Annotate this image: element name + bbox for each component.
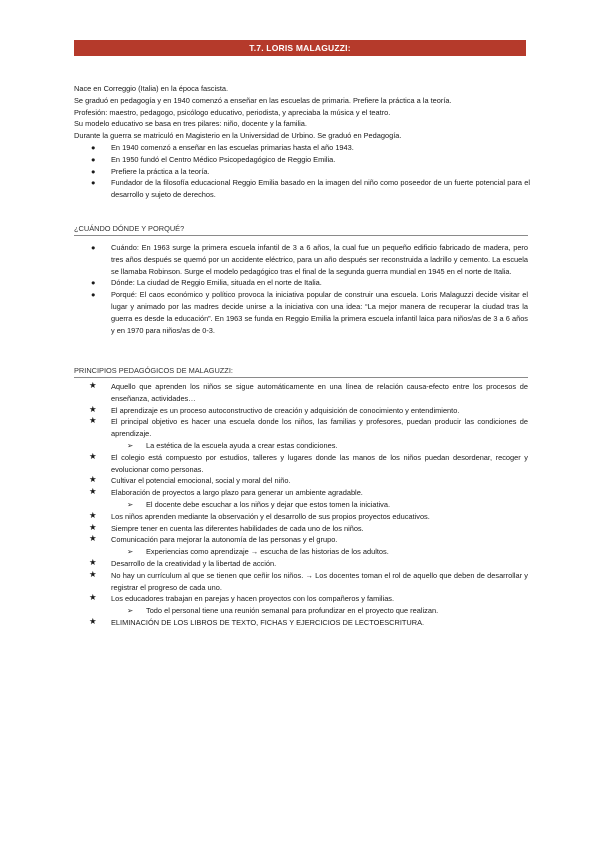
list-item (74, 511, 528, 523)
list-item-text: Desarrollo de la creatividad y la libertad de acción. (111, 558, 277, 568)
section-heading-principios: PRINCIPIOS PEDAGÓGICOS DE MALAGUZZI: (74, 366, 528, 378)
arrow-bullet-icon: ➢ (127, 499, 134, 509)
list-item (74, 242, 528, 277)
list-item-text: En 1940 comenzó a enseñar en las escuelas primarias hasta el año 1943. (111, 142, 354, 152)
list-item (74, 177, 530, 201)
page-title: T.7. LORIS MALAGUZZI: (74, 40, 526, 56)
star-bullet-icon: ★ (89, 486, 97, 497)
bullet-dot-icon: ● (91, 166, 96, 176)
bullet-dot-icon: ● (91, 290, 96, 300)
star-bullet-icon: ★ (89, 615, 97, 626)
list-item (74, 593, 528, 605)
list-item-text: Porqué: El caos económico y político provoca la iniciativa popular de construir una escuela. Loris Malaguzzi decide visitar el lugar y animado por las madres decide unirse a la iniciativa con una idea: “La mejor manera de recuperar la ciudad tras la guerra es desde la educación”. En 1963 se funda en Reggio Emilia la primera escuela infantil laica para niños/as de 3 a 6 años y en 1970 para niños/as de 0-3. (111, 290, 528, 335)
list-item (74, 166, 530, 178)
star-bullet-icon: ★ (89, 450, 97, 461)
list-item-text: Los educadores trabajan en parejas y hacen proyectos con los compañeros y familias. (111, 594, 395, 604)
star-bullet-icon: ★ (89, 380, 97, 390)
list-item (74, 570, 528, 594)
list-item-text: Prefiere la práctica a la teoría. (111, 166, 210, 176)
intro-line: Durante la guerra se matriculó en Magisterio en la Universidad de Urbino. Se graduó en Pedagogía. (74, 131, 402, 141)
list-item (74, 558, 528, 570)
star-bullet-icon: ★ (89, 415, 97, 426)
star-bullet-icon: ★ (89, 474, 97, 485)
principles-list (74, 381, 528, 629)
list-item-text: Cuándo: En 1963 surge la primera escuela infantil de 3 a 6 años, la cual fue un pequeño edificio fabricado de madera, pero tres años después se quemó por un accidente eléctrico, para un año después ser reconstruida a ladrillo y cemento. La escuela se llamaba Robinson. Surge el modelo pedagógico tras el final de la segunda guerra mundial en 1945 en el norte de Italia. (111, 243, 528, 276)
list-item (74, 452, 528, 476)
list-item-text: Fundador de la filosofía educacional Reggio Emilia basado en la imagen del niño como poseedor de un fuerte potencial para el desarrollo y sujeto de derechos. (111, 178, 530, 200)
list-item-text: Experiencias como aprendizaje → escucha de las historias de los adultos. (146, 547, 389, 557)
list-item-text: El principal objetivo es hacer una escuela donde los niños, las familias y profesores, puedan producir las condiciones de aprendizaje. (111, 417, 528, 439)
bullet-dot-icon: ● (91, 142, 96, 152)
section-heading-cuando: ¿CUÁNDO DÓNDE Y PORQUÉ? (74, 224, 528, 236)
list-item (74, 142, 530, 154)
list-item-text: En 1950 fundó el Centro Médico Psicopedagógico de Reggio Emilia. (111, 154, 336, 164)
intro-bullet-list (74, 142, 530, 201)
list-item (74, 289, 528, 336)
star-bullet-icon: ★ (89, 521, 97, 532)
sub-list-item (74, 499, 528, 511)
star-bullet-icon: ★ (89, 592, 97, 603)
list-item-text: El colegio está compuesto por estudios, talleres y lugares donde las manos de los niños puedan desordenar, recoger y evolucionar como personas. (111, 452, 528, 474)
list-item-text: Aquello que aprenden los niños se sigue automáticamente en una línea de relación causa-efecto entre los procesos de enseñanza, actividades… (111, 382, 528, 403)
list-item (74, 534, 528, 546)
list-item-text: El aprendizaje es un proceso autoconstructivo de creación y adquisición de conocimiento y entendimiento. (111, 405, 460, 415)
star-bullet-icon: ★ (89, 568, 97, 579)
list-item-text: Todo el personal tiene una reunión semanal para profundizar en el proyecto que realizan. (146, 606, 439, 616)
arrow-bullet-icon: ➢ (127, 440, 134, 450)
arrow-bullet-icon: ➢ (127, 606, 134, 616)
intro-line: Profesión: maestro, pedagogo, psicólogo educativo, periodista, y apreciaba la música y el teatro. (74, 107, 391, 117)
list-item (74, 487, 528, 499)
bullet-dot-icon: ● (91, 243, 96, 252)
list-item (74, 405, 528, 417)
list-item (74, 523, 528, 535)
star-bullet-icon: ★ (89, 556, 97, 567)
arrow-bullet-icon: ➢ (127, 547, 134, 557)
bullet-dot-icon: ● (91, 178, 96, 188)
section-cuando-list (74, 242, 528, 336)
sub-list-item (74, 546, 528, 558)
list-item-text: Dónde: La ciudad de Reggio Emilia, situada en el norte de Italia. (111, 278, 322, 288)
list-item-text: Elaboración de proyectos a largo plazo para generar un ambiente agradable. (111, 488, 363, 498)
bullet-dot-icon: ● (91, 278, 96, 288)
intro-line: Se graduó en pedagogía y en 1940 comenzó a enseñar en las escuelas de primaria. Prefiere la práctica a la teoría. (74, 95, 452, 105)
list-item-text: Comunicación para mejorar la autonomía de las personas y el grupo. (111, 535, 338, 545)
bullet-dot-icon: ● (91, 154, 96, 164)
list-item (74, 277, 528, 289)
list-item-text: La estética de la escuela ayuda a crear estas condiciones. (146, 440, 338, 450)
sub-list-item (74, 605, 528, 617)
section-principios-body (74, 381, 528, 629)
star-bullet-icon: ★ (89, 533, 97, 544)
list-item-text: No hay un currículum al que se tienen que ceñir los niños. → Los docentes toman el rol de aquello que deben de desarrollar y registrar el progreso de cada uno. (111, 570, 528, 592)
list-item-text: ELIMINACIÓN DE LOS LIBROS DE TEXTO, FICHAS Y EJERCICIOS DE LECTOESCRITURA. (111, 617, 425, 627)
list-item-text: Los niños aprenden mediante la observación y el desarrollo de sus propios proyectos educativos. (111, 511, 430, 521)
list-item-text: Cultivar el potencial emocional, social y moral del niño. (111, 476, 291, 486)
list-item-text: El docente debe escuchar a los niños y dejar que estos tomen la iniciativa. (146, 499, 391, 509)
star-bullet-icon: ★ (89, 403, 97, 414)
intro-line: Su modelo educativo se basa en tres pilares: niño, docente y la familia. (74, 119, 307, 129)
list-item (74, 475, 528, 487)
section-cuando-body (74, 242, 528, 336)
star-bullet-icon: ★ (89, 509, 97, 520)
list-item (74, 154, 530, 166)
list-item (74, 381, 528, 405)
list-item-text: Siempre tener en cuenta las diferentes habilidades de cada uno de los niños. (111, 523, 364, 533)
intro-line: Nace en Correggio (Italia) en la época fascista. (74, 84, 229, 93)
list-item (74, 617, 528, 629)
intro-block (74, 83, 530, 201)
list-item (74, 416, 528, 440)
sub-list-item (74, 440, 528, 452)
